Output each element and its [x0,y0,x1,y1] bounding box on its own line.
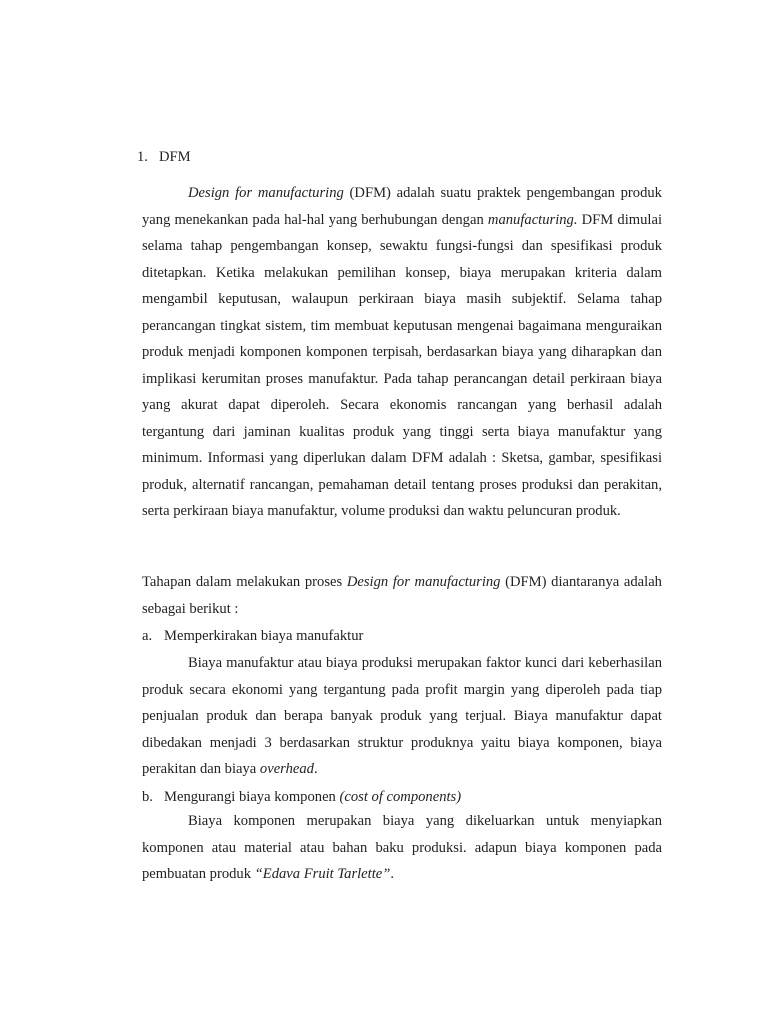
paragraph-manufacturing-cost [142,650,662,783]
paragraph-dfm-definition [142,180,662,525]
paragraph-text: . [390,866,395,882]
list-item-label: Memperkirakan biaya manufaktur [164,628,364,644]
paragraph-component-cost [142,808,662,888]
list-item-b [142,786,461,808]
term-design-for-manufacturing: Design for manufacturing [346,574,501,590]
list-item-a [142,625,363,647]
paragraph-text: Tahapan dalam melakukan proses [142,574,347,590]
section-title: DFM [159,149,191,165]
term-overhead: overhead [259,761,314,777]
section-number: 1. [137,149,148,165]
paragraph-text: Biaya komponen merupakan biaya yang dikeluarkan untuk menyiapkan komponen atau material atau bahan baku produksi. adapun biaya komponen pada pembuatan produk [142,813,662,882]
term-product-name: “Edava Fruit Tarlette” [254,866,391,882]
list-marker: b. [142,789,153,805]
paragraph-text: DFM dimulai selama tahap pengembangan konsep, sewaktu fungsi-fungsi dan spesifikasi produk ditetapkan. Ketika melakukan pemilihan konsep, biaya merupakan kriteria dalam mengambil keputusan, walaupun perkiraan biaya masih subjektif. Selama tahap perancangan tingkat sistem, tim membuat keputusan mengenai bagaimana menguraikan produk menjadi komponen komponen terpisah, berdasarkan biaya yang diharapkan dan implikasi kerumitan proses manufaktur. Pada tahap perancangan detail perkiraan biaya yang akurat dapat diperoleh. Secara ekonomis rancangan yang berhasil adalah tergantung dari jaminan kualitas produk yang tinggi serta biaya manufaktur yang minimum. Informasi yang diperlukan dalam DFM adalah : Sketsa, gambar, spesifikasi produk, alternatif rancangan, pemahaman detail tentang proses produksi dan perakitan, serta perkiraan biaya manufaktur, volume produksi dan waktu peluncuran produk. [142,211,663,519]
paragraph-text: (DFM) diantaranya adalah sebagai berikut : [142,574,662,617]
paragraph-dfm-stages [142,569,662,622]
term-manufacturing: manufacturing. [487,211,578,228]
section-heading [137,146,191,168]
list-item-label-italic: (cost of components) [339,789,462,805]
paragraph-text: . [313,761,318,777]
paragraph-text: Biaya manufaktur atau biaya produksi merupakan faktor kunci dari keberhasilan produk secara ekonomi yang tergantung pada profit margin yang diperoleh pada tiap penjualan produk dan berapa banyak produk yang terjual. Biaya manufaktur dapat dibedakan menjadi 3 berdasarkan struktur produknya yaitu biaya komponen, biaya perakitan dan biaya [142,655,662,777]
list-marker: a. [142,628,153,644]
term-design-for-manufacturing: Design for manufacturing [188,185,344,201]
paragraph-text: (DFM) adalah suatu praktek pengembangan produk yang menekankan pada hal-hal yang berhubungan dengan [142,185,662,228]
list-item-label: Mengurangi biaya komponen [164,789,340,805]
